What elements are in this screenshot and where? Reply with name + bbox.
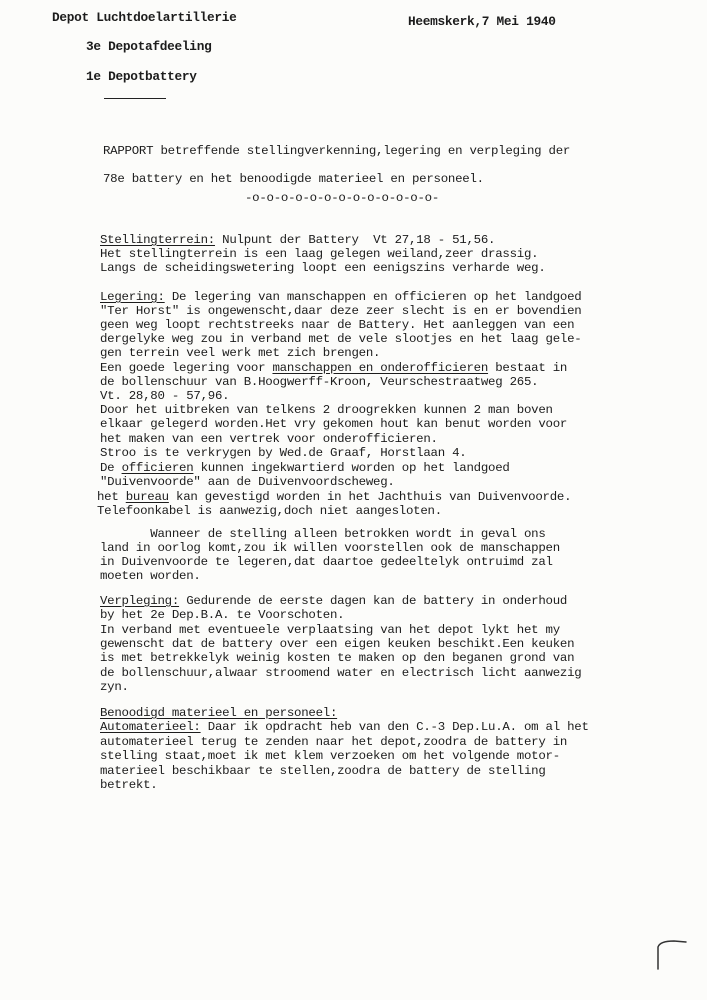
verpleging-line-4: gewenscht dat de battery over een eigen keuken beschikt.Een keuken <box>100 637 575 651</box>
legering-line-6 <box>100 361 567 376</box>
stellingterrein-heading: Stellingterrein: <box>100 233 215 247</box>
materieel-line-3: stelling staat,moet ik met klem verzoeken om het volgende motor- <box>100 749 560 763</box>
stellingterrein-text: Nulpunt der Battery Vt 27,18 - 51,56. <box>214 233 496 247</box>
verpleging-line-2: by het 2e Dep.B.A. te Voorschoten. <box>100 608 345 622</box>
title-line-2: 78e battery en het benoodigde materieel en personeel. <box>103 172 484 186</box>
title-line-1: RAPPORT betreffende stellingverkenning,legering en verpleging der <box>103 144 571 158</box>
legering-line-17: Wanneer de stelling alleen betrokken wordt in geval ons <box>100 527 546 541</box>
legering-line-13-start: De <box>100 461 122 475</box>
legering-line-18: land in oorlog komt,zou ik willen voorstellen ook de manschappen <box>100 541 560 555</box>
materieel-line-2: automaterieel terug te zenden naar het depot,zoodra de battery in <box>100 735 568 749</box>
materieel-heading: Benoodigd materieel en personeel: <box>100 706 338 720</box>
verpleging-line-7: zyn. <box>100 680 129 694</box>
pencil-mark-icon <box>640 935 690 975</box>
legering-line-15-start: het <box>97 490 126 504</box>
header-battery: 1e Depotbattery <box>86 69 197 84</box>
legering-line-6-start: Een goede legering voor <box>100 361 273 375</box>
legering-line-2: "Ter Horst" is ongewenscht,daar deze zeer slecht is en er bovendien <box>100 304 582 318</box>
legering-bureau-underlined: bureau <box>125 490 169 504</box>
legering-line-5: gen terrein veel werk met zich brengen. <box>100 346 381 360</box>
legering-line-9: Door het uitbreken van telkens 2 droogrekken kunnen 2 man boven <box>100 403 553 417</box>
legering-line-19: in Duivenvoorde te legeren,dat daartoe gedeeltelyk ontruimd zal <box>100 555 553 569</box>
header-division: 3e Depotafdeeling <box>86 39 212 54</box>
legering-line-15-end: kan gevestigd worden in het Jachthuis van Duivenvoorde. <box>168 490 572 504</box>
verpleging-line-3: In verband met eventueele verplaatsing van het depot lykt het my <box>100 623 560 637</box>
legering-line-7: de bollenschuur van B.Hoogwerff-Kroon, Veurschestraatweg 265. <box>100 375 539 389</box>
automaterieel-heading: Automaterieel: <box>100 720 201 734</box>
verpleging-heading: Verpleging: <box>100 594 180 608</box>
legering-line-15 <box>97 490 571 505</box>
section-verpleging-line-1 <box>100 594 567 609</box>
legering-line-13 <box>100 461 510 476</box>
title-divider: -o-o-o-o-o-o-o-o-o-o-o-o-o- <box>245 191 440 205</box>
header-org: Depot Luchtdoelartillerie <box>52 10 237 25</box>
legering-line-14: "Duivenvoorde" aan de Duivenvoordscheweg. <box>100 475 395 489</box>
legering-officieren-underlined: officieren <box>121 461 194 475</box>
section-automaterieel-line-1 <box>100 720 589 735</box>
header-separator <box>104 98 166 99</box>
automaterieel-text: Daar ik opdracht heb van den C.-3 Dep.Lu.A. om al het <box>200 720 589 734</box>
legering-line-16: Telefoonkabel is aanwezig,doch niet aangesloten. <box>97 504 442 518</box>
legering-line-8: Vt. 28,80 - 57,96. <box>100 389 230 403</box>
legering-line-10: elkaar gelegerd worden.Het vry gekomen hout kan benut worden voor <box>100 417 568 431</box>
legering-line-12: Stroo is te verkrygen by Wed.de Graaf, Horstlaan 4. <box>100 446 467 460</box>
materieel-line-4: materieel beschikbaar te stellen,zoodra de battery de stelling <box>100 764 546 778</box>
section-legering-line-1 <box>100 290 581 305</box>
verpleging-text: Gedurende de eerste dagen kan de battery in onderhoud <box>179 594 568 608</box>
legering-line-3: geen weg loopt rechtstreeks naar de Battery. Het aanleggen van een <box>100 318 575 332</box>
legering-line-11: het maken van een vertrek voor onderofficieren. <box>100 432 438 446</box>
legering-text: De legering van manschappen en officieren op het landgoed <box>164 290 582 304</box>
stellingterrein-line-3: Langs de scheidingswetering loopt een eenigszins verharde weg. <box>100 261 546 275</box>
legering-line-13-end: kunnen ingekwartierd worden op het landgoed <box>193 461 510 475</box>
legering-manschappen-underlined: manschappen en onderofficieren <box>272 361 489 375</box>
verpleging-line-6: de bollenschuur,alwaar stroomend water en electrisch licht aanwezig <box>100 666 582 680</box>
legering-heading: Legering: <box>100 290 165 304</box>
stellingterrein-line-2: Het stellingterrein is een laag gelegen weiland,zeer drassig. <box>100 247 539 261</box>
legering-line-20: moeten worden. <box>100 569 201 583</box>
legering-line-6-end: bestaat in <box>488 361 568 375</box>
legering-line-4: dergelyke weg zou in verband met de vele slootjes en het laag gele- <box>100 332 582 346</box>
section-stellingterrein-line-1 <box>100 233 495 248</box>
verpleging-line-5: is met betrekkelyk weinig kosten te maken op den beganen grond van <box>100 651 575 665</box>
header-place-date: Heemskerk,7 Mei 1940 <box>408 14 556 29</box>
materieel-line-5: betrekt. <box>100 778 158 792</box>
